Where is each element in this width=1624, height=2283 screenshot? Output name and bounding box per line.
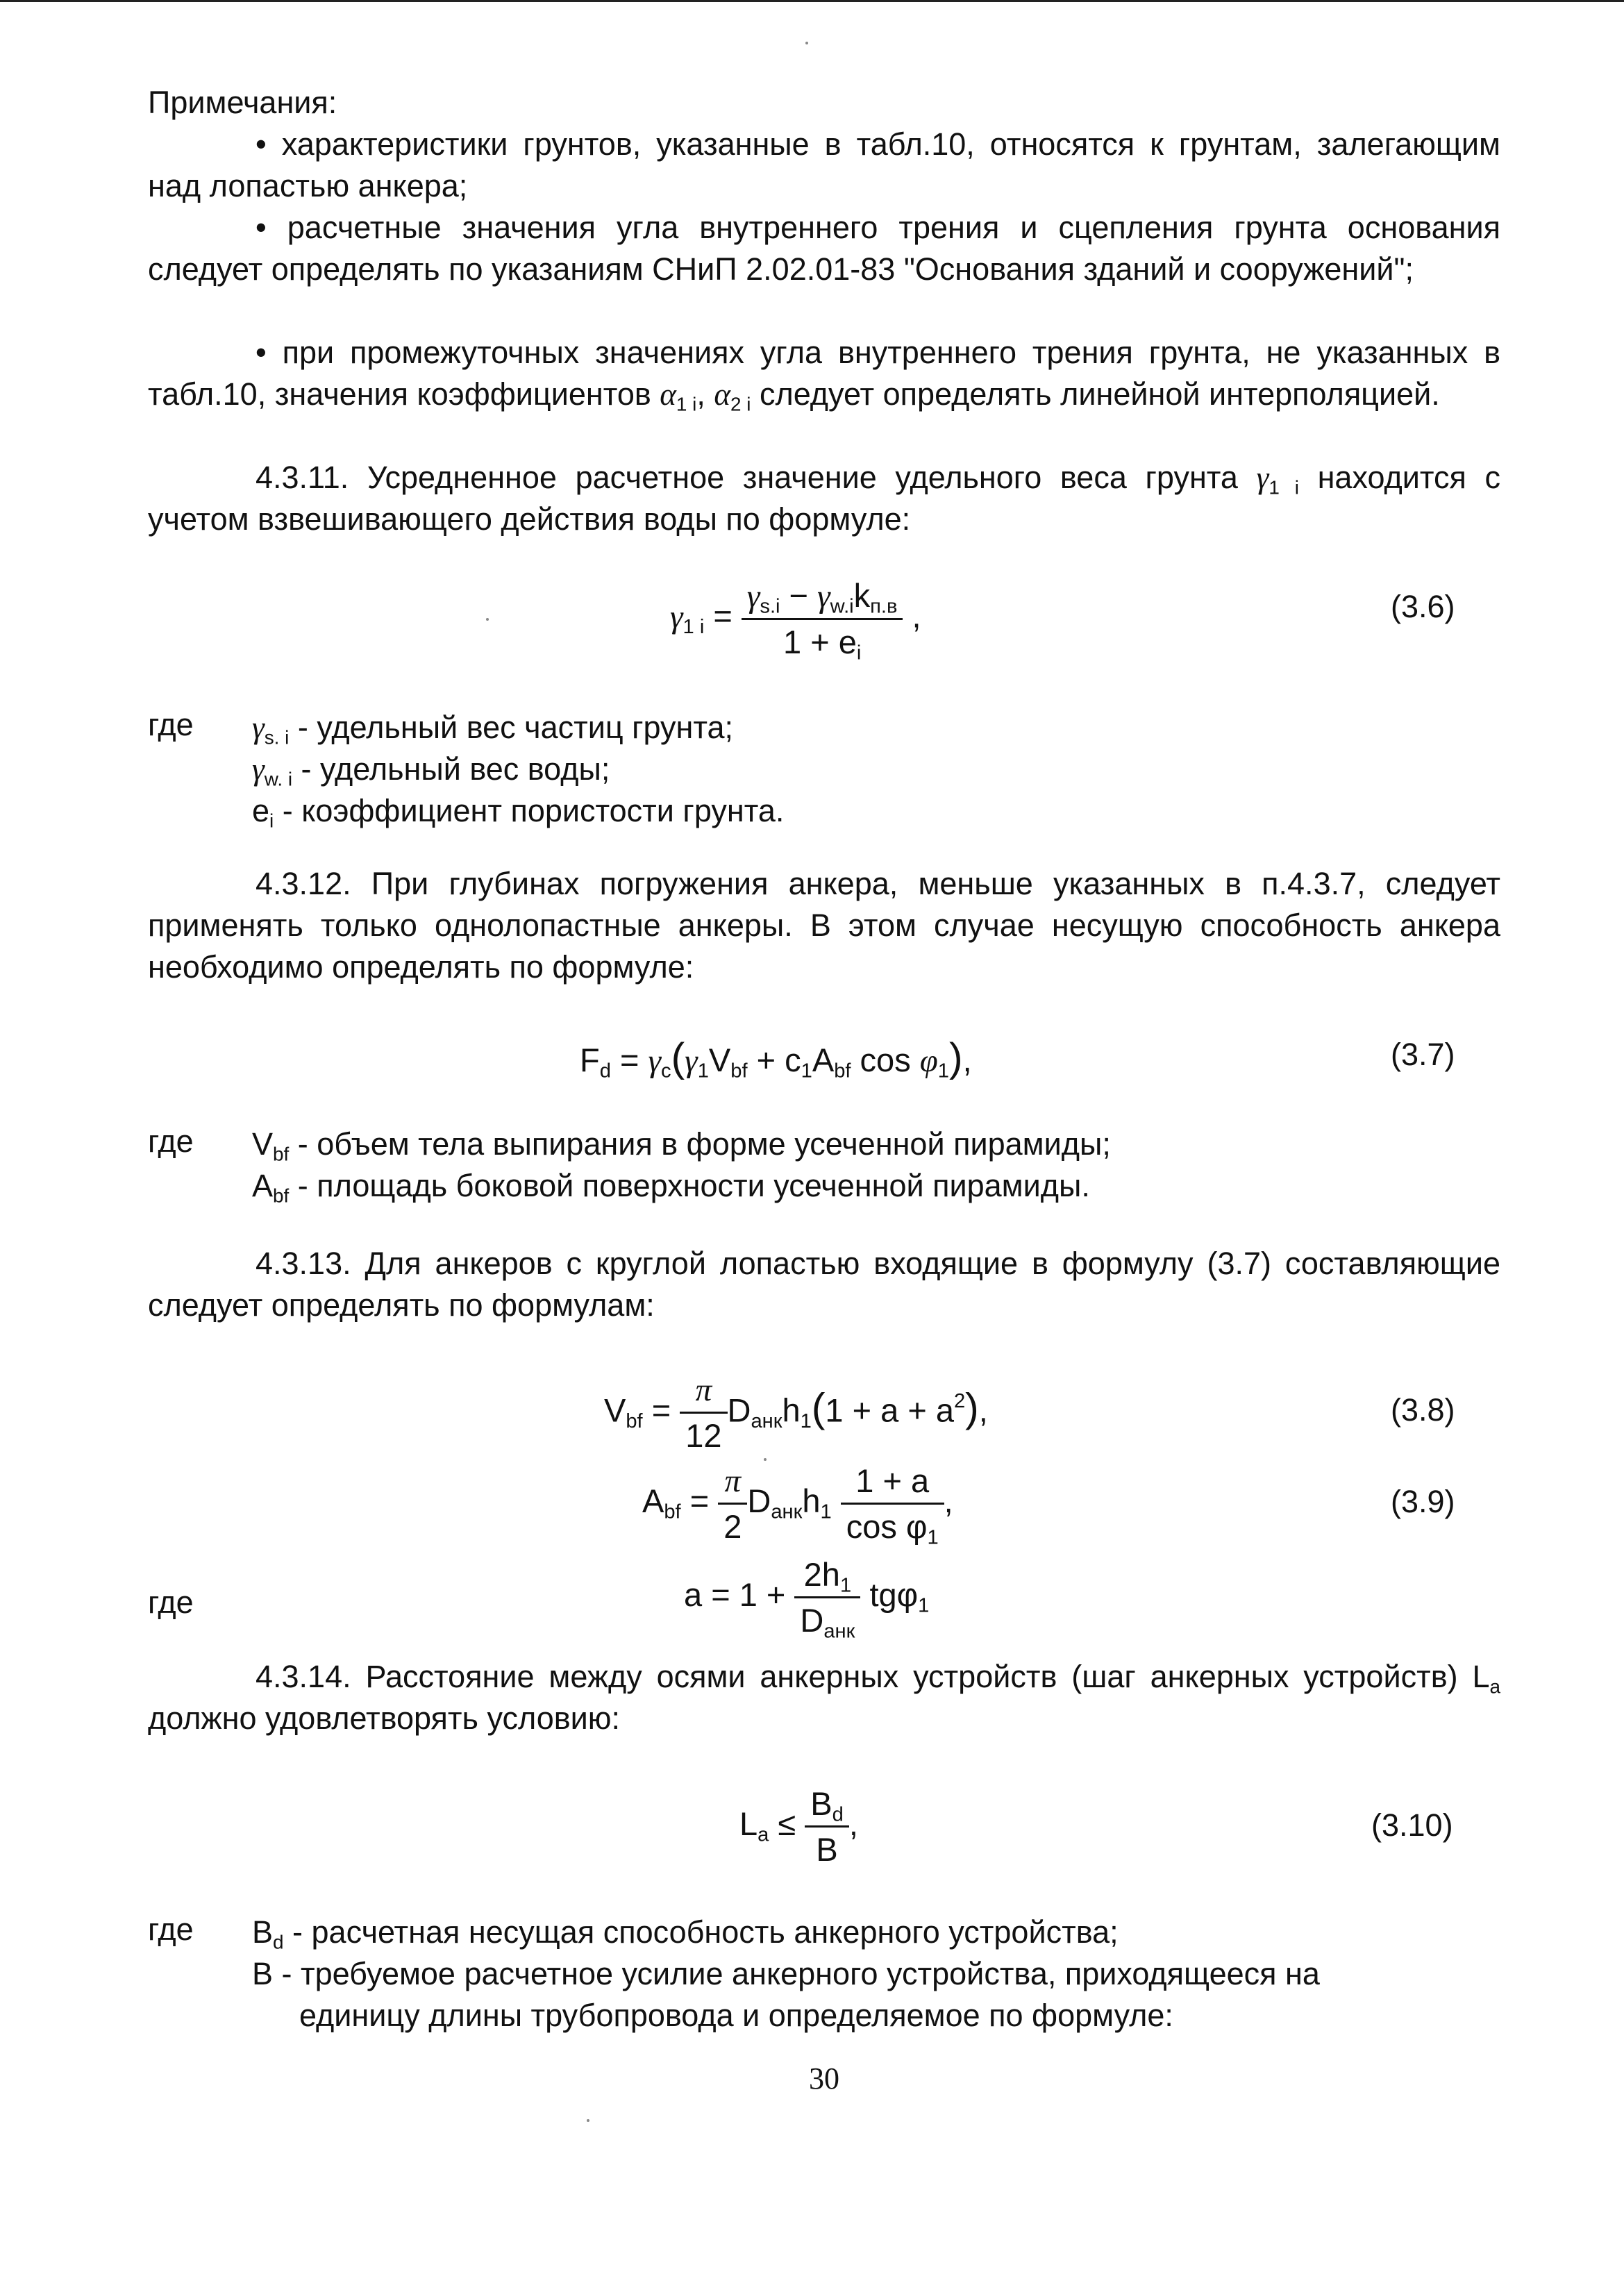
paragraph-4-3-11: 4.3.11. Усредненное расчетное значение удельного веса грунта $\gamma_{1 i}$ находится с учетом взвешивающего действия воды по формуле: bbox=[148, 460, 1500, 537]
definitions-1 bbox=[252, 707, 784, 832]
definitions-2 bbox=[252, 1123, 1111, 1207]
note-item-1: • характеристики грунтов, указанные в табл.10, относятся к грунтам, залегающим над лопастью анкера; bbox=[148, 126, 1500, 203]
notes-title: Примечания: bbox=[148, 85, 337, 120]
equation-number-3-9: (3.9) bbox=[1391, 1484, 1455, 1519]
formula-3-6: $\gamma_{1 i}$ = $\frac{\gamma_{s.i} - \gamma_{w.i}k_{п.в}}{1 + e_i}$ , bbox=[670, 577, 921, 664]
definition-e: $e_i$ - коэффициент пористости грунта. bbox=[252, 793, 785, 832]
formula-3-8: $V_{bf}$ = $\frac{\pi}{12}$ $D_{анк}h_1(1 + a + a^2)$, bbox=[604, 1372, 988, 1454]
definition-a-bf: $A_{bf}$ - площадь боковой поверхности усеченной пирамиды. bbox=[252, 1168, 1090, 1207]
where-label-1: где bbox=[148, 707, 194, 742]
equation-number-3-6: (3.6) bbox=[1391, 589, 1455, 624]
paragraph-4-3-13: 4.3.13. Для анкеров с круглой лопастью входящие в формулу (3.7) составляющие следует определять по формулам: bbox=[148, 1246, 1500, 1323]
where-label-4: где bbox=[148, 1912, 194, 1947]
formula-3-9: $A_{bf}$ = $\frac{\pi}{2}$ $D_{анк}h_1$ $\frac{1 + a}{\cos \varphi_1}$ , bbox=[642, 1462, 953, 1549]
note-item-2: • расчетные значения угла внутреннего трения и сцепления грунта основания следует определять по указаниям СНиП 2.02.01-83 "Основания зданий и сооружений"; bbox=[148, 210, 1500, 287]
paragraph-4-3-14: 4.3.14. Расстояние между осями анкерных устройств (шаг анкерных устройств) $L_a$ должно удовлетворять условию: bbox=[148, 1659, 1500, 1736]
paragraph-4-3-12: 4.3.12. При глубинах погружения анкера, меньше указанных в п.4.3.7, следует применять только однолопастные анкеры. В этом случае несущую способность анкера необходимо определять по формуле: bbox=[148, 866, 1500, 985]
definition-gamma-w: $\gamma_{w. i}$ - удельный вес воды; bbox=[252, 751, 610, 790]
scan-speck bbox=[805, 42, 808, 44]
formula-3-7: $F_d = \gamma_c(\gamma_1V_{bf} + c_1A_{bf}$ $\cos \varphi_1$), bbox=[580, 1035, 972, 1082]
page-number: 30 bbox=[809, 2062, 839, 2096]
definition-b: B - требуемое расчетное усилие анкерного устройства, приходящееся на bbox=[252, 1956, 1320, 1991]
definition-b-d: $B_d$ - расчетная несущая способность анкерного устройства; bbox=[252, 1914, 1119, 1953]
equation-number-3-8: (3.8) bbox=[1391, 1392, 1455, 1428]
definition-v-bf: $V_{bf}$ - объем тела выпирания в форме усеченной пирамиды; bbox=[252, 1126, 1111, 1165]
scan-speck bbox=[587, 2119, 589, 2122]
where-label-2: где bbox=[148, 1123, 194, 1159]
top-border bbox=[0, 0, 1624, 2]
equation-number-3-7: (3.7) bbox=[1391, 1037, 1455, 1072]
definition-gamma-s: $\gamma_{s. i}$ - удельный вес частиц грунта; bbox=[252, 710, 734, 749]
equation-number-3-10: (3.10) bbox=[1371, 1807, 1453, 1843]
definition-b-continuation: единицу длины трубопровода и определяемое по формуле: bbox=[299, 1998, 1173, 2033]
scan-speck bbox=[764, 1458, 767, 1461]
definitions-3 bbox=[252, 1912, 1320, 2037]
note-item-3: • при промежуточных значениях угла внутреннего трения грунта, не указанных в табл.10, значения коэффициентов $\alpha_{1 i}$, $\alpha_{2 i}$ следует определять линейной интерполяцией. bbox=[148, 335, 1500, 415]
formula-a: a = 1 + $\frac{2h_1}{D_{анк}}$ tgφ$_1$ bbox=[684, 1556, 930, 1643]
where-label-3: где bbox=[148, 1584, 194, 1620]
formula-3-10: $L_a$ ≤ $\frac{B_d}{B}$ , bbox=[739, 1785, 858, 1868]
scan-speck bbox=[486, 618, 489, 621]
